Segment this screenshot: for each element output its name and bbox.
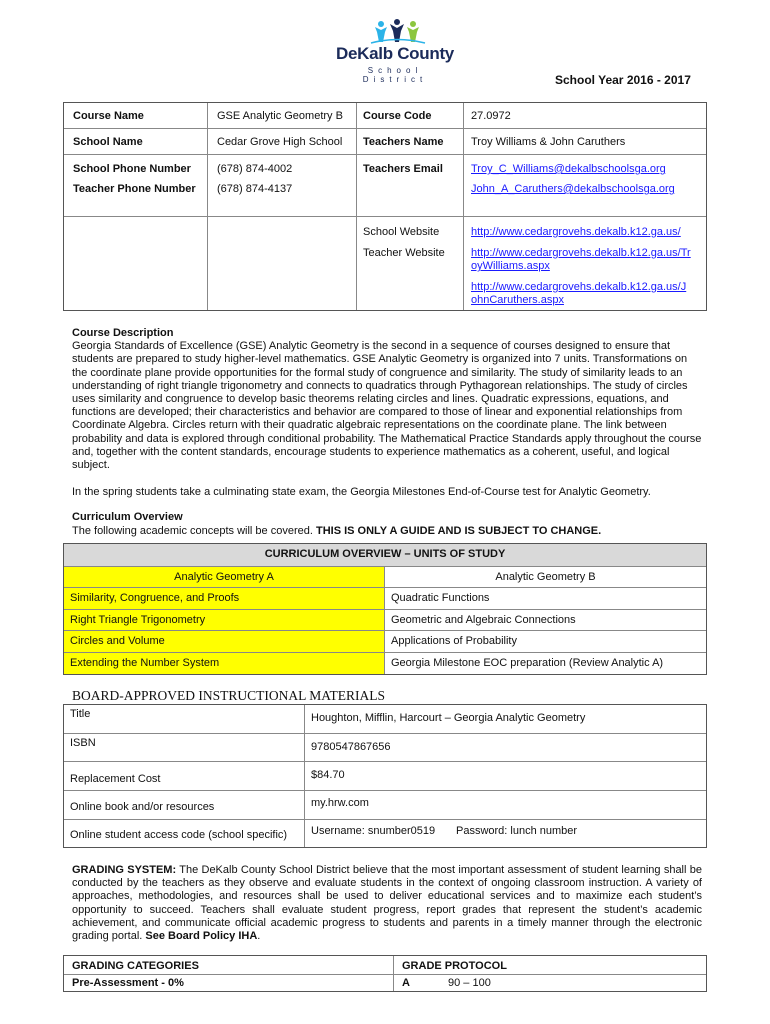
logo-subtitle: School District	[362, 66, 428, 84]
grading-body: The DeKalb County School District believe that the most important assessment of student learning shall be conducted by the teachers as they observe and evaluate students in the context of ongoing classroom instruction. A variety of approaches, methodologies, and resources shall be used to deliver educational services and to maximize each student’s opportunity to succeed. Teachers shall evaluate student progress, report grades that represent the student’s academic achievement, and communicate official academic progress to students and parents in a timely manner through the electronic grading portal.	[72, 864, 702, 943]
school-phone-value: (678) 874-4002	[217, 163, 293, 175]
teacher-phone-label: Teacher Phone Number	[73, 183, 196, 195]
course-description-body: Georgia Standards of Excellence (GSE) Analytic Geometry is the second in a sequence of courses designed to ensure that students are prepared to study higher-level mathematics. GSE Analytic Geometry is organized into 7 units. Transformations on the coordinate plane provide opportunities for the formal study of congruence and similarity. The study of similarity leads to an understanding of right triangle trigonometry and connects to quadratics through Pythagorean relationships. The study of circles uses similarity and congruence to develop basic theorems relating circles and lines. Quadratic expressions, equations, and functions are developed; their characteristics and behavior are compared to those of linear and exponential relationships from Coordinate Algebra. Circles return with their quadratic algebraic representations on the coordinate plane. The link between probability and data is explored through conditional probability. The Mathematical Practice Standards apply throughout the course and, together with the content standards, encourage students to experience mathematics as a coherent, useful, and logical subject.	[72, 340, 702, 472]
teachers-name-label: Teachers Name	[363, 136, 444, 148]
isbn-value: 9780547867656	[311, 741, 391, 753]
spring-exam-text: In the spring students take a culminating state exam, the Georgia Milestones End-of-Course test for Analytic Geometry.	[72, 486, 651, 499]
table-row	[64, 652, 706, 674]
grade-protocol-header: GRADE PROTOCOL	[402, 960, 507, 972]
col-a-header: Analytic Geometry A	[64, 567, 385, 588]
table-row	[64, 630, 706, 652]
grade-letter: A	[402, 977, 410, 989]
teacher-website-link-troy[interactable]	[471, 247, 703, 273]
teachers-email-label: Teachers Email	[363, 163, 443, 175]
grading-categories-header: GRADING CATEGORIES	[72, 960, 199, 972]
link-part: http://www.cedargrovehs.dekalb.k12.ga.us/Tr	[471, 247, 691, 259]
district-logo	[333, 18, 457, 84]
grading-period: .	[257, 930, 261, 943]
school-phone-label: School Phone Number	[73, 163, 191, 175]
course-code-value: 27.0972	[471, 110, 511, 122]
link-part: http://www.cedargrovehs.dekalb.k12.ga.us/J	[471, 281, 687, 293]
logo-name: DeKalb County	[336, 44, 454, 63]
school-website-link[interactable]: http://www.cedargrovehs.dekalb.k12.ga.us/	[471, 226, 681, 238]
isbn-label: ISBN	[70, 737, 96, 749]
curriculum-overview-intro	[72, 525, 702, 538]
course-name-label: Course Name	[73, 110, 144, 122]
grading-system-section	[72, 864, 702, 943]
table-row	[64, 587, 706, 609]
school-website-label: School Website	[363, 226, 440, 238]
grading-table	[63, 955, 707, 992]
board-policy-reference: See Board Policy IHA	[145, 930, 258, 943]
unit-a: Circles and Volume	[64, 631, 385, 652]
unit-b: Georgia Milestone EOC preparation (Review Analytic A)	[391, 656, 664, 669]
course-info-table	[63, 102, 707, 311]
teacher-website-link-john[interactable]	[471, 281, 703, 307]
grade-range: 90 – 100	[448, 977, 491, 989]
online-value: my.hrw.com	[311, 797, 369, 809]
curriculum-columns-row	[64, 566, 706, 588]
table-row	[64, 609, 706, 631]
materials-title: BOARD-APPROVED INSTRUCTIONAL MATERIALS	[72, 688, 386, 703]
title-value: Houghton, Mifflin, Harcourt – Georgia Analytic Geometry	[311, 712, 586, 724]
cost-value: $84.70	[311, 769, 345, 781]
curriculum-header-row	[64, 544, 706, 566]
unit-b: Geometric and Algebraic Connections	[391, 613, 576, 626]
username-value: Username: snumber0519	[311, 825, 436, 837]
unit-a: Right Triangle Trigonometry	[64, 610, 385, 631]
link-part: ohnCaruthers.aspx	[471, 294, 564, 306]
overview-disclaimer: THIS IS ONLY A GUIDE AND IS SUBJECT TO CHANGE.	[315, 524, 602, 537]
school-name-label: School Name	[73, 136, 143, 148]
school-name-value: Cedar Grove High School	[217, 136, 343, 148]
curriculum-table	[63, 543, 707, 675]
title-label: Title	[70, 708, 91, 720]
password-value: Password: lunch number	[456, 825, 578, 837]
col-b-header: Analytic Geometry B	[495, 570, 596, 583]
course-name-value: GSE Analytic Geometry B	[217, 110, 343, 122]
unit-a: Similarity, Congruence, and Proofs	[64, 588, 385, 609]
curriculum-header: CURRICULUM OVERVIEW – UNITS OF STUDY	[64, 544, 706, 566]
category-pre-assessment: Pre-Assessment - 0%	[72, 977, 184, 989]
online-label: Online book and/or resources	[70, 801, 215, 813]
school-year: School Year 2016 - 2017	[555, 73, 691, 87]
access-label: Online student access code (school specific)	[70, 829, 288, 841]
curriculum-overview-heading: Curriculum Overview	[72, 511, 183, 524]
grading-heading: GRADING SYSTEM:	[72, 864, 177, 876]
email-link-john[interactable]: John_A_Caruthers@dekalbschoolsga.org	[471, 183, 675, 195]
course-code-label: Course Code	[363, 110, 432, 122]
unit-a: Extending the Number System	[64, 653, 385, 674]
course-description-heading: Course Description	[72, 327, 174, 339]
unit-b: Quadratic Functions	[391, 592, 490, 605]
people-figures-icon	[367, 18, 427, 44]
link-part: oyWilliams.aspx	[471, 260, 550, 272]
overview-text: The following academic concepts will be covered.	[72, 524, 316, 537]
teacher-website-label: Teacher Website	[363, 247, 445, 259]
email-link-troy[interactable]: Troy_C_Williams@dekalbschoolsga.org	[471, 163, 666, 175]
cost-label: Replacement Cost	[70, 773, 161, 785]
unit-b: Applications of Probability	[391, 635, 517, 648]
teacher-phone-value: (678) 874-4137	[217, 183, 293, 195]
course-description-section	[72, 327, 702, 538]
materials-table	[63, 704, 707, 848]
teachers-name-value: Troy Williams & John Caruthers	[471, 136, 626, 148]
